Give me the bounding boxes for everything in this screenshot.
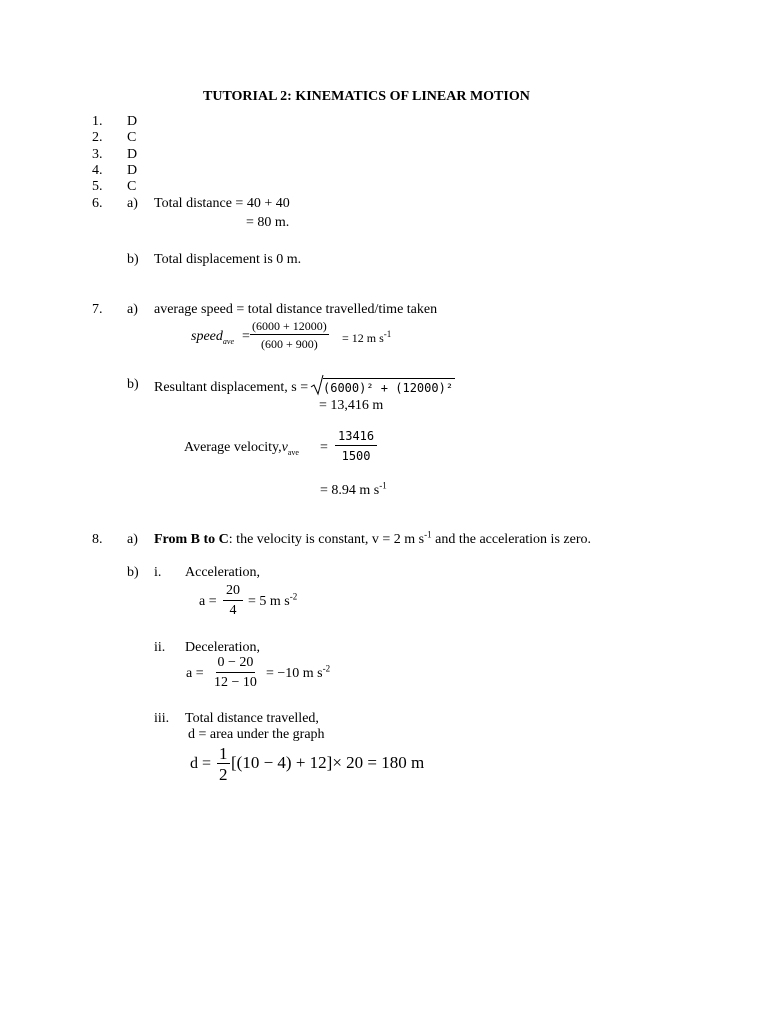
q7a-numerator: (6000 + 12000) [252, 319, 327, 333]
mcq-answer-1: D [127, 114, 138, 129]
mcq-answer-5: C [127, 179, 137, 194]
q7b-velocity-denominator: 1500 [341, 449, 371, 463]
q8b-i-fraction [223, 584, 243, 618]
q7b-text: Resultant displacement, s = [154, 380, 309, 395]
q7a-fraction [250, 320, 329, 350]
q8b-i-denominator: 4 [229, 603, 237, 618]
page-title: TUTORIAL 2: KINEMATICS OF LINEAR MOTION [203, 89, 530, 104]
q8b-ii-lhs: a = [186, 666, 204, 681]
mcq-answer-3: D [127, 147, 138, 162]
q8b-iii-fraction [217, 745, 230, 783]
sqrt-sign-icon [310, 374, 324, 396]
q7a-result: = 12 m $s^{-1}$ [342, 329, 392, 345]
q7b-velocity-equals: = [320, 440, 328, 455]
q8b-i-result: = 5 m $s^{-2}$ [248, 591, 298, 609]
q7a-denominator: (600 + 900) [261, 337, 318, 351]
q7b-result: = 13,416 m [319, 398, 384, 413]
q8a-text: From B to C: the velocity is constant, v = 2 m $s^{-1}$ and the acceleration is zero. [154, 529, 591, 547]
q7-number: 7. [92, 302, 103, 317]
q8b-label: b) [127, 565, 139, 580]
q7b-label: b) [127, 377, 139, 392]
mcq-answer-2: C [127, 130, 137, 145]
q7b-radicand: (6000)² + (12000)² [323, 378, 455, 396]
q8b-i-lhs: a = [199, 594, 217, 609]
q7a-lhs: speed$_{ave}$ [191, 329, 234, 346]
q6a-line2: = 80 m. [246, 215, 290, 230]
q8b-iii-result: [(10 − 4) + 12]× 20 = 180 m [231, 753, 425, 772]
mcq-num-5: 5. [92, 179, 103, 194]
q8a-label: a) [127, 532, 138, 547]
q7b-velocity-numerator: 13416 [335, 430, 377, 446]
q8b-i-numerator: 20 [223, 584, 243, 601]
q7a-label: a) [127, 302, 138, 317]
q8b-iii-text: Total distance travelled, [185, 711, 319, 726]
q7b-velocity-fraction [335, 430, 377, 462]
q8b-iii-line2: d = area under the graph [188, 727, 325, 742]
q8b-ii-text: Deceleration, [185, 640, 261, 655]
q6-number: 6. [92, 196, 103, 211]
q8b-ii-fraction [212, 656, 259, 690]
q8b-iii-lhs: d = [190, 755, 212, 772]
q8b-iii-denominator: 2 [219, 765, 228, 784]
q8b-iii-label: iii. [154, 711, 170, 726]
q8b-iii-numerator: 1 [219, 744, 228, 763]
q8b-ii-denominator: 12 − 10 [214, 675, 257, 690]
mcq-num-1: 1. [92, 114, 103, 129]
q6b-label: b) [127, 252, 139, 267]
mcq-answer-4: D [127, 163, 138, 178]
q8b-i-label: i. [154, 565, 162, 580]
q7a-text: average speed = total distance travelled/time taken [154, 302, 438, 317]
q8-number: 8. [92, 532, 103, 547]
mcq-num-3: 3. [92, 147, 103, 162]
q8b-ii-numerator: 0 − 20 [216, 656, 256, 673]
mcq-num-2: 2. [92, 130, 103, 145]
q8b-ii-result: = −10 m $s^{-2}$ [266, 663, 331, 681]
q8b-i-text: Acceleration, [185, 565, 261, 580]
q8b-ii-label: ii. [154, 640, 166, 655]
q7b-velocity-label: Average $velocity,v_{ave}$ [184, 440, 299, 457]
q7b-velocity-result: = 8.94 m $s^{-1}$ [320, 480, 387, 498]
mcq-num-4: 4. [92, 163, 103, 178]
q6b-text: Total displacement is 0 m. [154, 252, 302, 267]
q7a-equals: = [242, 329, 250, 344]
q6a-line1: Total distance = 40 + 40 [154, 196, 290, 211]
q6a-label: a) [127, 196, 138, 211]
